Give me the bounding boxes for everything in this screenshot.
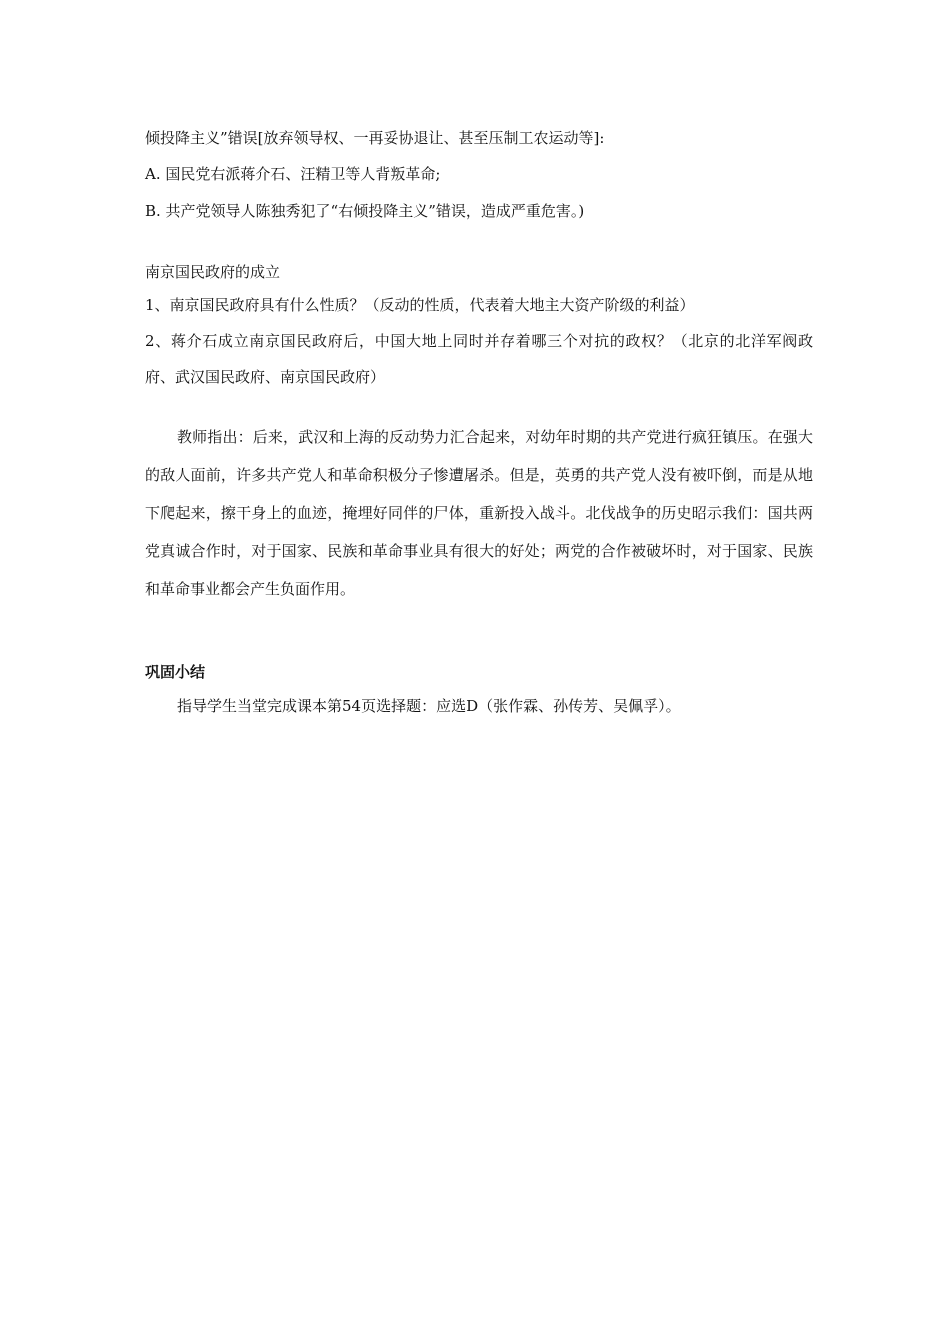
summary-text: 指导学生当堂完成课本第54页选择题：应选D（张作霖、孙传芳、吴佩孚）。	[177, 697, 681, 715]
summary-heading: 巩固小结	[145, 663, 206, 681]
question-1: 1、南京国民政府具有什么性质？（反动的性质，代表着大地主大资产阶级的利益）	[145, 296, 695, 314]
question-2: 2、蒋介石成立南京国民政府后，中国大地上同时并存着哪三个对抗的政权？（北京的北洋军阀政府、武汉国民政府、南京国民政府）	[145, 332, 813, 386]
section-title: 南京国民政府的成立	[145, 263, 281, 281]
text-line-option-a: A. 国民党右派蒋介石、汪精卫等人背叛革命;	[145, 165, 441, 183]
text-line-option-b: B. 共产党领导人陈独秀犯了“右倾投降主义”错误，造成严重危害。)	[145, 202, 585, 220]
teacher-paragraph: 教师指出：后来，武汉和上海的反动势力汇合起来，对幼年时期的共产党进行疯狂镇压。在强大的敌人面前，许多共产党人和革命积极分子惨遭屠杀。但是，英勇的共产党人没有被吓倒，而是从地下爬起来，擦干身上的血迹，掩埋好同伴的尸体，重新投入战斗。北伐战争的历史昭示我们：国共两党真诚合作时，对于国家、民族和革命事业具有很大的好处；两党的合作被破坏时，对于国家、民族和革命事业都会产生负面作用。	[145, 428, 813, 598]
text-line-continuation: 倾投降主义”错误[放弃领导权、一再妥协退让、甚至压制工农运动等]:	[145, 129, 605, 147]
